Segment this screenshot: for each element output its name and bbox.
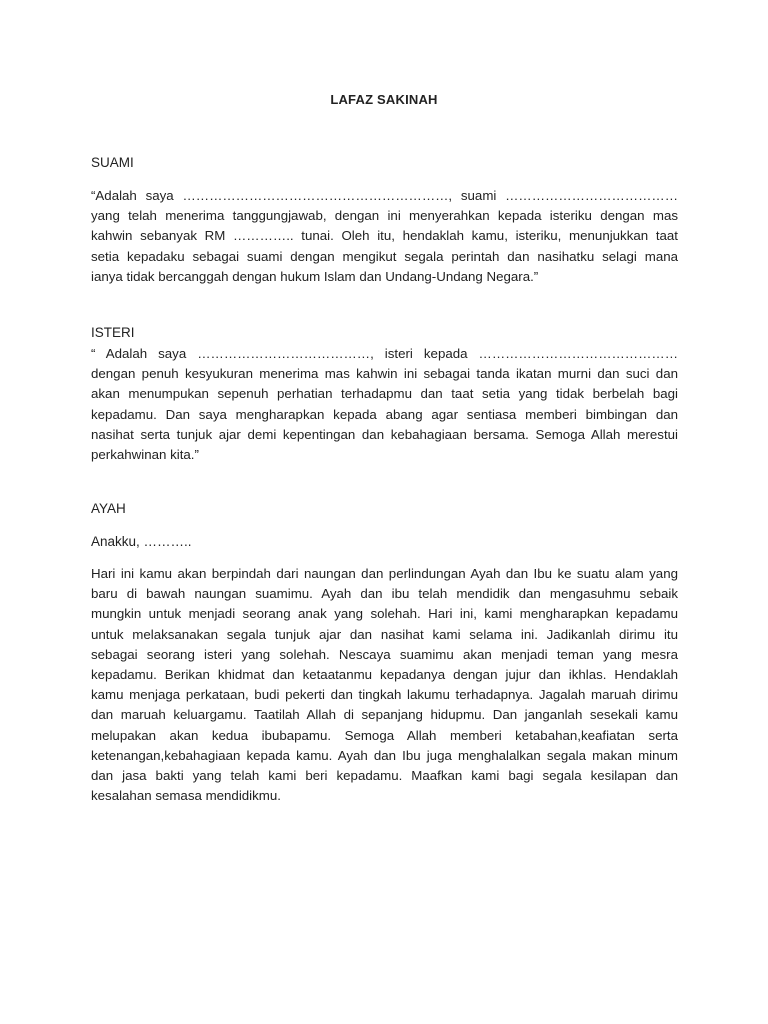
paragraph-line: akan menumpukan sepenuh perhatian terhadapmu dan taat setia yang tidak berbelah bagi (91, 386, 678, 402)
paragraph-line: Hari ini kamu akan berpindah dari naungan dan perlindungan Ayah dan Ibu ke suatu alam yang (91, 566, 678, 581)
paragraph-line: perkahwinan kita.” (91, 447, 199, 463)
paragraph-line: kepadamu. Dan saya mengharapkan kepada abang agar sentiasa memberi bimbingan dan (91, 406, 678, 422)
paragraph-line: baru di bawah naungan suamimu. Ayah dan ibu telah mendidik dan mengasuhmu sebaik (91, 586, 678, 602)
suami-heading: SUAMI (91, 155, 134, 170)
paragraph-line: kesalahan semasa mendidikmu. (91, 788, 281, 804)
ayah-paragraph (91, 564, 678, 806)
paragraph-line: yang telah menerima tanggungjawab, dengan ini menyerahkan kepada isteriku dengan mas (91, 208, 678, 224)
paragraph-line: dan maruah keluargamu. Taatilah Allah di sepanjang hidupmu. Dan janganlah sesekali kamu (91, 707, 678, 723)
paragraph-line: melupakan akan kedua ibubapamu. Semoga Allah memberi ketabahan,keafiatan serta (91, 727, 678, 743)
paragraph-line: ianya tidak bercanggah dengan hukum Islam dan Undang-Undang Negara.” (91, 268, 539, 284)
paragraph-line: kamu menjaga perkataan, budi pekerti dan tingkah lakumu terhadapnya. Jagalah maruah dirimu (91, 687, 678, 703)
ayah-heading: AYAH (91, 501, 126, 516)
paragraph-line: “ Adalah saya …………………………………, isteri kepada ……………………………………… (91, 346, 678, 361)
paragraph-line: dengan penuh kesyukuran menerima mas kahwin ini sebagai tanda ikatan murni dan suci dan (91, 366, 678, 382)
suami-paragraph (91, 186, 678, 287)
paragraph-line: kahwin sebanyak RM ………….. tunai. Oleh itu, hendaklah kamu, isteriku, menunjukkan taat (91, 228, 678, 244)
document-title: LAFAZ SAKINAH (330, 92, 438, 107)
paragraph-line: kepadamu. Berikan khidmat dan ketaatanmu kepadanya dengan jujur dan ikhlas. Hendaklah (91, 667, 678, 683)
paragraph-line: mungkin untuk menjadi seorang anak yang solehah. Hari ini, kami mengharapkan kepadamu (91, 606, 678, 622)
paragraph-line: nasihat serta tunjuk ajar demi kepentingan dan kebahagiaan bersama. Semoga Allah merestui (91, 426, 678, 442)
isteri-paragraph (91, 344, 678, 465)
paragraph-line: sebagai seorang isteri yang solehah. Nescaya suamimu akan menjadi teman yang mesra (91, 646, 678, 662)
paragraph-line: untuk melaksanakan segala tunjuk ajar dan nasihat kami selama ini. Jadikanlah dirimu itu (91, 626, 678, 642)
ayah-greeting: Anakku, ……….. (91, 534, 192, 549)
paragraph-line: dan jasa bakti yang telah kami beri kepadamu. Maafkan kami bagi segala kesilapan dan (91, 768, 678, 784)
isteri-heading: ISTERI (91, 325, 135, 340)
paragraph-line: setia kepadaku sebagai suami dengan mengikut segala perintah dan nasihatku selagi mana (91, 248, 678, 264)
paragraph-line: ketenangan,kebahagiaan kepada kamu. Ayah dan Ibu juga menghalalkan segala makan minum (91, 747, 678, 763)
paragraph-line: “Adalah saya ……………………………………………………, suami ………………………………… (91, 188, 678, 203)
